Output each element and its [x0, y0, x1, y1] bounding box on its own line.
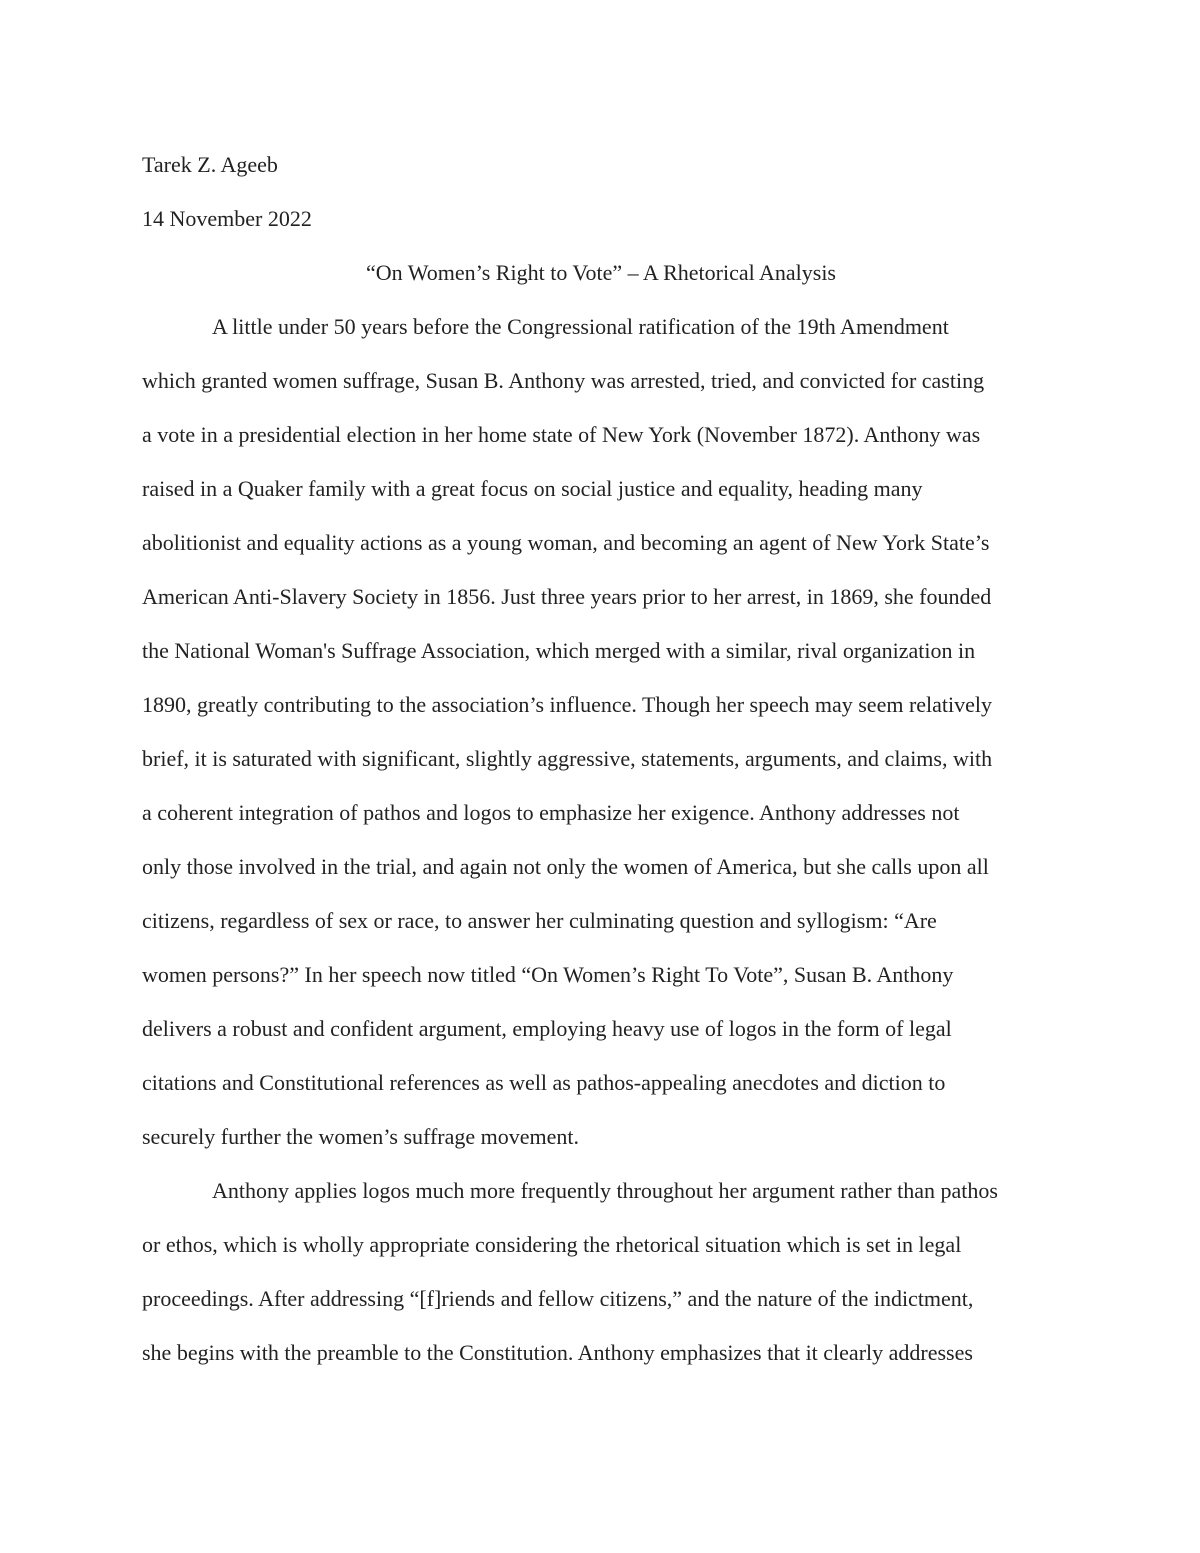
paragraph-line: raised in a Quaker family with a great focus on social justice and equality, heading many — [142, 476, 923, 501]
paragraph-line: proceedings. After addressing “[f]riends and fellow citizens,” and the nature of the indictment, — [142, 1286, 974, 1311]
paragraph-line: which granted women suffrage, Susan B. Anthony was arrested, tried, and convicted for casting — [142, 368, 985, 393]
paragraph-1 — [142, 300, 1060, 1164]
paragraph-line: securely further the women’s suffrage movement. — [142, 1124, 580, 1149]
paragraph-line: citations and Constitutional references as well as pathos-appealing anecdotes and diction to — [142, 1070, 946, 1095]
paragraph-line: A little under 50 years before the Congressional ratification of the 19th Amendment — [212, 314, 949, 339]
paragraph-2 — [142, 1164, 1060, 1380]
document-title: “On Women’s Right to Vote” – A Rhetorical Analysis — [366, 260, 836, 285]
author-name: Tarek Z. Ageeb — [142, 152, 278, 177]
document-date: 14 November 2022 — [142, 206, 312, 231]
paragraph-line: a coherent integration of pathos and logos to emphasize her exigence. Anthony addresses not — [142, 800, 960, 825]
paragraph-line: delivers a robust and confident argument, employing heavy use of logos in the form of legal — [142, 1016, 952, 1041]
paragraph-line: or ethos, which is wholly appropriate considering the rhetorical situation which is set in legal — [142, 1232, 962, 1257]
paragraph-line: only those involved in the trial, and again not only the women of America, but she calls upon all — [142, 854, 989, 879]
paragraph-line: American Anti-Slavery Society in 1856. Just three years prior to her arrest, in 1869, she founded — [142, 584, 992, 609]
paragraph-line: abolitionist and equality actions as a young woman, and becoming an agent of New York State’s — [142, 530, 990, 555]
paragraph-line: women persons?” In her speech now titled “On Women’s Right To Vote”, Susan B. Anthony — [142, 962, 954, 987]
paragraph-line: she begins with the preamble to the Constitution. Anthony emphasizes that it clearly addresses — [142, 1340, 973, 1365]
paragraph-line: 1890, greatly contributing to the association’s influence. Though her speech may seem relatively — [142, 692, 993, 717]
paragraph-line: Anthony applies logos much more frequently throughout her argument rather than pathos — [212, 1178, 998, 1203]
document-body — [142, 138, 1060, 1380]
paragraph-line: citizens, regardless of sex or race, to answer her culminating question and syllogism: “Are — [142, 908, 937, 933]
paragraph-line: the National Woman's Suffrage Association, which merged with a similar, rival organization in — [142, 638, 976, 663]
paragraph-line: brief, it is saturated with significant, slightly aggressive, statements, arguments, and claims, with — [142, 746, 993, 771]
paragraph-line: a vote in a presidential election in her home state of New York (November 1872). Anthony was — [142, 422, 981, 447]
